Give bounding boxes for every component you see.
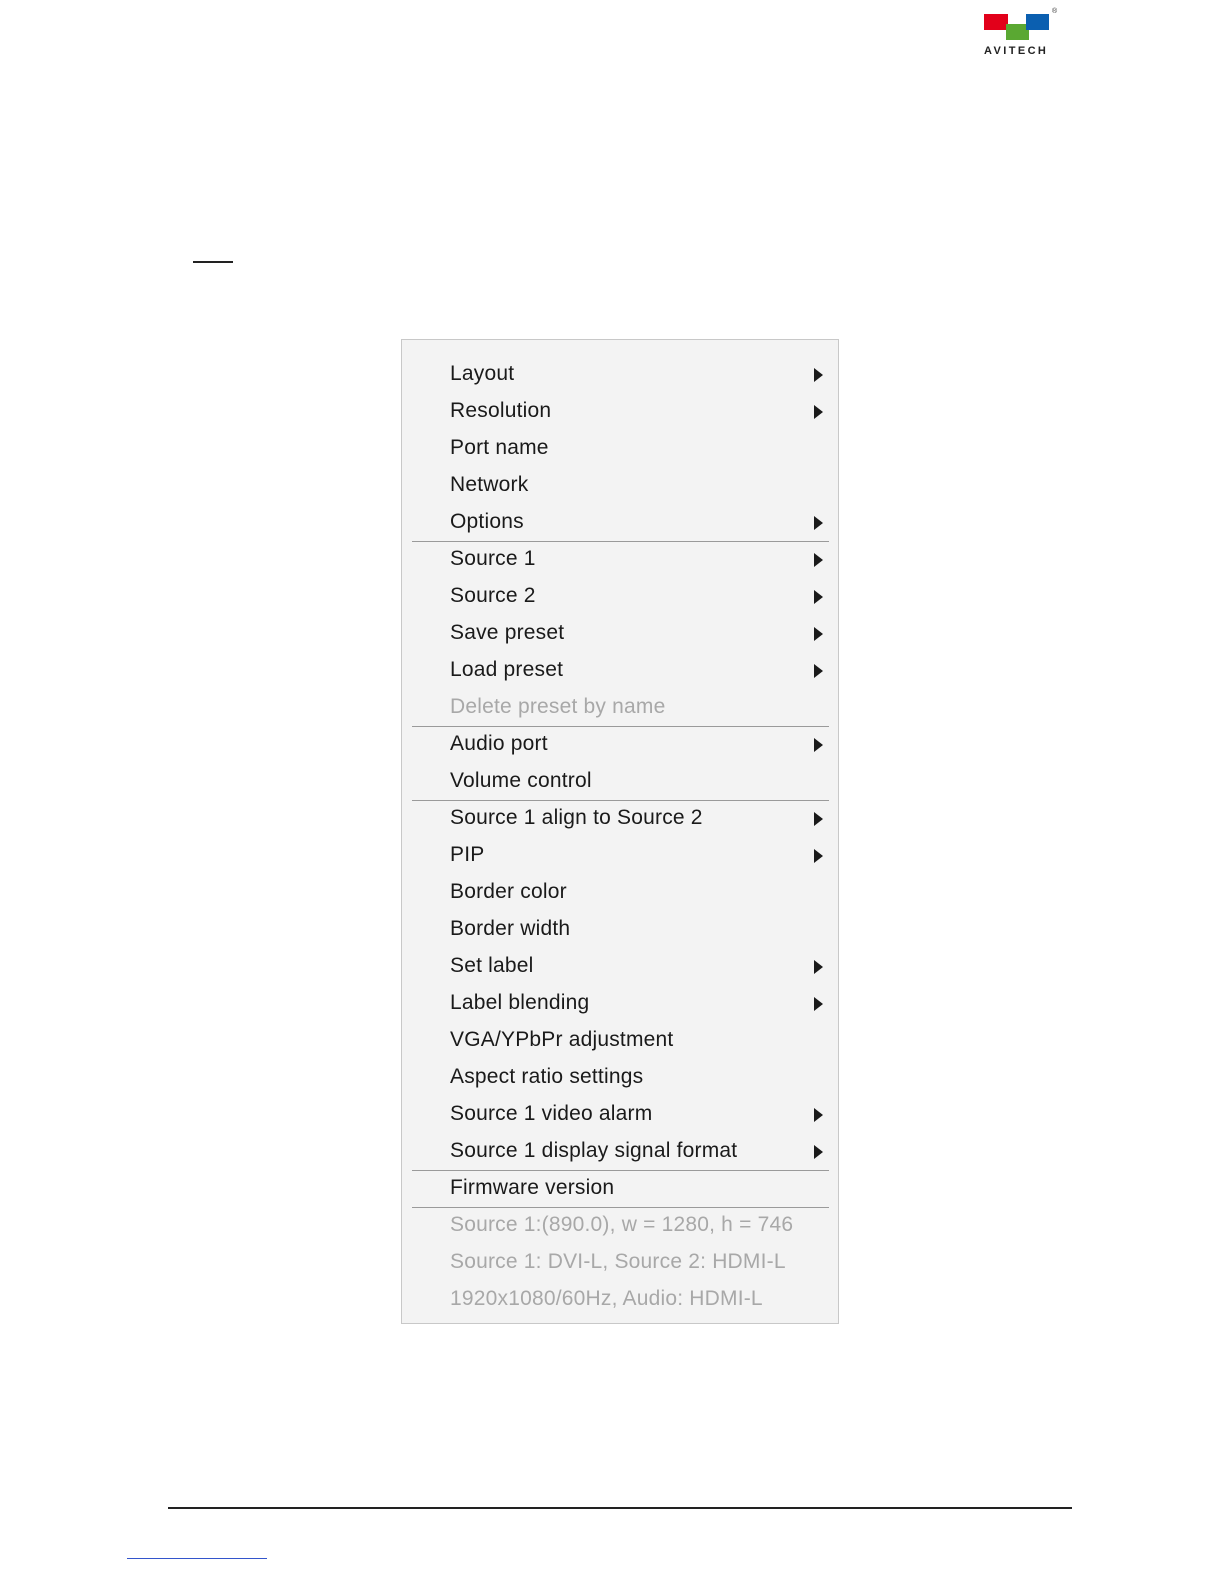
menu-item-source-1-dvi-l-source-2-hdmi-l	[450, 1243, 838, 1280]
menu-item-set-label[interactable]	[450, 947, 838, 984]
menu-item-pip[interactable]	[450, 836, 838, 873]
menu-item-aspect-ratio-settings[interactable]	[450, 1058, 838, 1095]
registered-mark: ®	[1052, 8, 1058, 15]
menu-item-label: Delete preset by name	[450, 695, 666, 718]
menu-item-label: Border width	[450, 917, 571, 940]
menu-item-save-preset[interactable]	[450, 614, 838, 651]
submenu-arrow-icon	[814, 368, 823, 382]
menu-item-1920x1080-60hz-audio-hdmi-l	[450, 1280, 838, 1317]
submenu-arrow-icon	[814, 812, 823, 826]
menu-item-label: Audio port	[450, 732, 548, 755]
avitech-logo	[984, 10, 1064, 60]
menu-item-audio-port[interactable]	[450, 725, 838, 762]
submenu-arrow-icon	[814, 1145, 823, 1159]
menu-item-border-color[interactable]	[450, 873, 838, 910]
menu-item-source-2[interactable]	[450, 577, 838, 614]
menu-item-label: Source 1: DVI-L, Source 2: HDMI-L	[450, 1250, 786, 1273]
menu-item-source-1[interactable]	[450, 540, 838, 577]
menu-item-source-1-890-0-w-1280-h-746	[450, 1206, 838, 1243]
submenu-arrow-icon	[814, 627, 823, 641]
menu-item-resolution[interactable]	[450, 392, 838, 429]
footer-rule	[168, 1507, 1072, 1509]
menu-item-label: Network	[450, 473, 529, 496]
logo-red-square	[984, 14, 1008, 30]
submenu-arrow-icon	[814, 960, 823, 974]
menu-item-label: Port name	[450, 436, 549, 459]
menu-item-label: Aspect ratio settings	[450, 1065, 644, 1088]
menu-item-label: Volume control	[450, 769, 592, 792]
heading-underline	[193, 261, 233, 263]
menu-item-volume-control[interactable]	[450, 762, 838, 799]
menu-item-source-1-display-signal-format[interactable]	[450, 1132, 838, 1169]
menu-item-label: Firmware version	[450, 1176, 615, 1199]
menu-item-label: Options	[450, 510, 524, 533]
submenu-arrow-icon	[814, 590, 823, 604]
menu-item-label: Source 1 align to Source 2	[450, 806, 703, 829]
submenu-arrow-icon	[814, 405, 823, 419]
submenu-arrow-icon	[814, 553, 823, 567]
menu-item-port-name[interactable]	[450, 429, 838, 466]
logo-wordmark: AVITECH	[984, 45, 1049, 57]
menu-item-label: PIP	[450, 843, 485, 866]
submenu-arrow-icon	[814, 738, 823, 752]
menu-item-label: Layout	[450, 362, 515, 385]
menu-item-label: Resolution	[450, 399, 552, 422]
menu-item-delete-preset-by-name	[450, 688, 838, 725]
context-menu	[401, 339, 839, 1324]
submenu-arrow-icon	[814, 1108, 823, 1122]
menu-item-source-1-align-to-source-2[interactable]	[450, 799, 838, 836]
menu-item-layout[interactable]	[450, 355, 838, 392]
menu-item-label: Label blending	[450, 991, 590, 1014]
menu-item-label: 1920x1080/60Hz, Audio: HDMI-L	[450, 1287, 763, 1310]
logo-blue-square	[1026, 14, 1049, 30]
submenu-arrow-icon	[814, 849, 823, 863]
menu-item-label: Source 1	[450, 547, 536, 570]
menu-item-label: Set label	[450, 954, 534, 977]
menu-item-label: Source 1 video alarm	[450, 1102, 653, 1125]
menu-item-label: Save preset	[450, 621, 565, 644]
menu-item-label: Load preset	[450, 658, 564, 681]
menu-item-border-width[interactable]	[450, 910, 838, 947]
submenu-arrow-icon	[814, 664, 823, 678]
submenu-arrow-icon	[814, 997, 823, 1011]
menu-item-label: Border color	[450, 880, 567, 903]
menu-item-label: Source 1 display signal format	[450, 1139, 738, 1162]
menu-item-options[interactable]	[450, 503, 838, 540]
menu-item-label: VGA/YPbPr adjustment	[450, 1028, 674, 1051]
menu-item-label: Source 2	[450, 584, 536, 607]
menu-item-firmware-version[interactable]	[450, 1169, 838, 1206]
footer-link-underline	[127, 1558, 267, 1559]
menu-item-label: Source 1:(890.0), w = 1280, h = 746	[450, 1213, 794, 1236]
submenu-arrow-icon	[814, 516, 823, 530]
menu-item-source-1-video-alarm[interactable]	[450, 1095, 838, 1132]
menu-item-network[interactable]	[450, 466, 838, 503]
menu-item-vga-ypbpr-adjustment[interactable]	[450, 1021, 838, 1058]
menu-item-load-preset[interactable]	[450, 651, 838, 688]
menu-item-label-blending[interactable]	[450, 984, 838, 1021]
